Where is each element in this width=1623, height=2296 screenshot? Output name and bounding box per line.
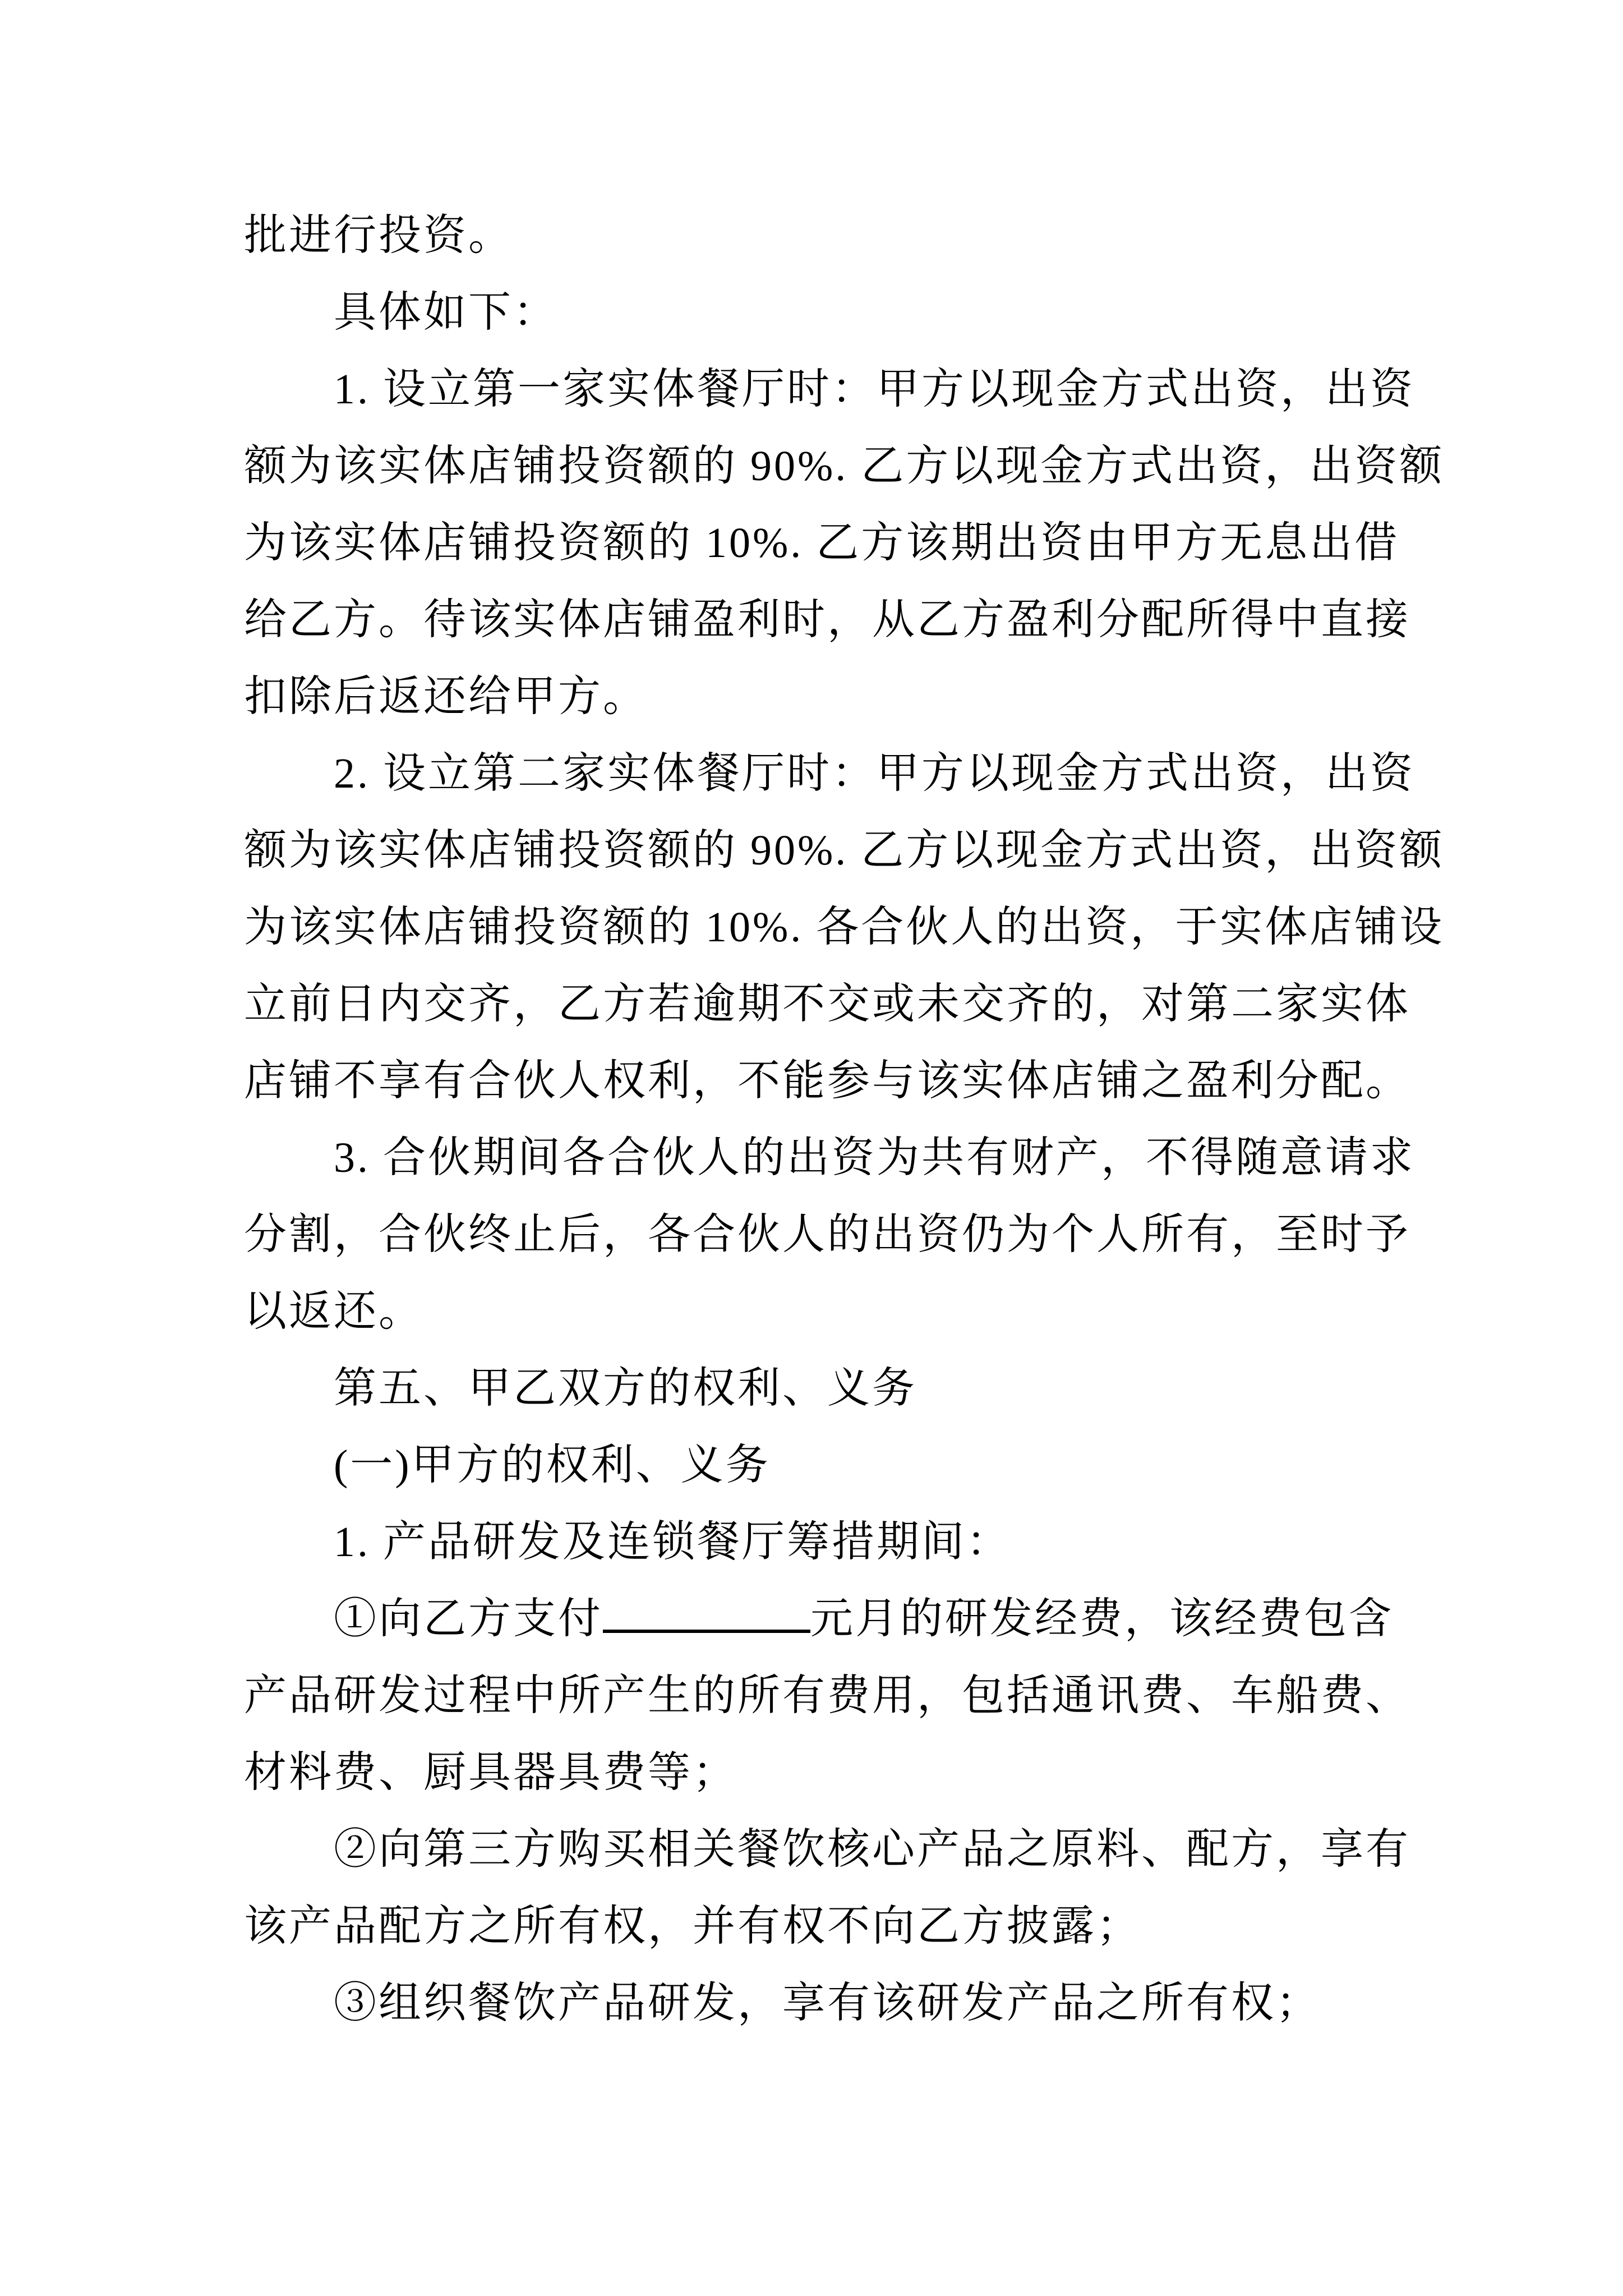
text-line: ③组织餐饮产品研发，享有该研发产品之所有权； <box>334 1980 1321 2027</box>
text-line: 额为该实体店铺投资额的 90%. 乙方以现金方式出资，出资额 <box>244 443 1445 490</box>
text-line <box>244 1581 1427 1658</box>
text-line: 第五、甲乙双方的权利、义务 <box>334 1365 917 1412</box>
text-line: 具体如下： <box>334 289 558 336</box>
text-line: 产品研发过程中所产生的所有费用，包括通讯费、车船费、 <box>244 1672 1410 1719</box>
text-line: 为该实体店铺投资额的 10%. 乙方该期出资由甲方无息出借 <box>244 519 1400 567</box>
document-body <box>244 197 1445 2042</box>
text-line: 给乙方。待该实体店铺盈利时，从乙方盈利分配所得中直接 <box>244 596 1410 643</box>
text-line: ②向第三方购买相关餐饮核心产品之原料、配方，享有 <box>334 1826 1410 1873</box>
text-line: (一)甲方的权利、义务 <box>334 1442 771 1489</box>
text-line: 以返还。 <box>244 1288 423 1335</box>
text-segment: ①向乙方支付 <box>334 1595 603 1642</box>
text-line: 批进行投资。 <box>244 212 513 259</box>
text-line: 材料费、厨具器具费等； <box>244 1749 737 1796</box>
text-line: 2. 设立第二家实体餐厅时：甲方以现金方式出资，出资 <box>334 750 1415 797</box>
text-line: 1. 设立第一家实体餐厅时：甲方以现金方式出资，出资 <box>334 366 1415 413</box>
text-line: 店铺不享有合伙人权利，不能参与该实体店铺之盈利分配。 <box>244 1057 1410 1105</box>
text-line: 额为该实体店铺投资额的 90%. 乙方以现金方式出资，出资额 <box>244 827 1445 874</box>
text-line: 立前日内交齐，乙方若逾期不交或未交齐的，对第二家实体 <box>244 981 1410 1028</box>
fill-in-blank-line <box>603 1587 810 1633</box>
text-line: 扣除后返还给甲方。 <box>244 673 648 720</box>
text-line: 1. 产品研发及连锁餐厅筹措期间： <box>334 1519 1011 1566</box>
text-line: 该产品配方之所有权，并有权不向乙方披露； <box>244 1903 1141 1950</box>
text-line: 3. 合伙期间各合伙人的出资为共有财产，不得随意请求 <box>334 1134 1415 1181</box>
text-segment: 元月的研发经费，该经费包含 <box>810 1595 1394 1642</box>
text-line: 为该实体店铺投资额的 10%. 各合伙人的出资，于实体店铺设 <box>244 904 1445 951</box>
text-line: 分割，合伙终止后，各合伙人的出资仍为个人所有，至时予 <box>244 1211 1410 1258</box>
